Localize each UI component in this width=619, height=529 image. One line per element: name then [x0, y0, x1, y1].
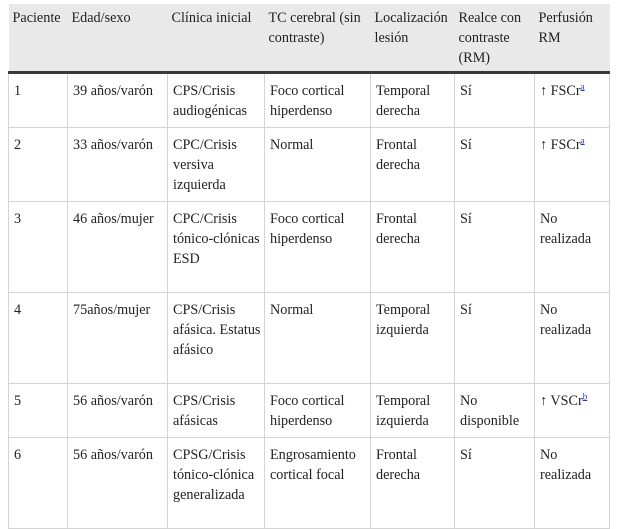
patient-table [8, 4, 610, 529]
header-tc-cerebral: TC cerebral (sin contraste) [265, 4, 371, 73]
cell-clinica: CPC/Crisis tónico-clónicas ESD [168, 202, 265, 293]
table-row [9, 202, 610, 293]
cell-localizacion: Frontal derecha [371, 438, 455, 529]
cell-perfusion [535, 384, 610, 438]
cell-tc: Engrosamiento cortical focal [265, 438, 371, 529]
cell-perfusion [535, 202, 610, 293]
cell-edad-sexo: 33 años/varón [68, 128, 168, 202]
cell-paciente: 6 [9, 438, 68, 529]
cell-realce: Sí [455, 128, 535, 202]
table-row [9, 128, 610, 202]
perfusion-value: ↑ FSCr [540, 137, 581, 153]
header-localizacion: Localización lesión [371, 4, 455, 73]
cell-perfusion [535, 73, 610, 128]
footnote-link[interactable]: a [580, 81, 585, 92]
header-paciente: Paciente [9, 4, 68, 73]
table-row [9, 73, 610, 128]
cell-clinica: CPSG/Crisis tónico-clónica generalizada [168, 438, 265, 529]
cell-edad-sexo: 39 años/varón [68, 73, 168, 128]
cell-paciente: 5 [9, 384, 68, 438]
cell-tc: Foco cortical hiperdenso [265, 73, 371, 128]
cell-tc: Foco cortical hiperdenso [265, 202, 371, 293]
cell-paciente: 3 [9, 202, 68, 293]
cell-paciente: 2 [9, 128, 68, 202]
cell-localizacion: Frontal derecha [371, 202, 455, 293]
cell-perfusion [535, 128, 610, 202]
cell-tc: Normal [265, 293, 371, 384]
cell-edad-sexo: 56 años/varón [68, 438, 168, 529]
cell-localizacion: Temporal izquierda [371, 293, 455, 384]
cell-clinica: CPC/Crisis versiva izquierda [168, 128, 265, 202]
cell-localizacion: Temporal derecha [371, 73, 455, 128]
perfusion-value: ↑ FSCr [540, 83, 581, 99]
header-row [9, 4, 610, 73]
perfusion-value: No realizada [540, 447, 592, 483]
perfusion-value: No realizada [540, 302, 592, 338]
table-row [9, 384, 610, 438]
table-row [9, 438, 610, 529]
cell-paciente: 4 [9, 293, 68, 384]
cell-edad-sexo: 56 años/varón [68, 384, 168, 438]
table-row [9, 293, 610, 384]
cell-localizacion: Temporal izquierda [371, 384, 455, 438]
cell-clinica: CPS/Crisis afásicas [168, 384, 265, 438]
cell-paciente: 1 [9, 73, 68, 128]
header-edad-sexo: Edad/sexo [68, 4, 168, 73]
cell-edad-sexo: 46 años/mujer [68, 202, 168, 293]
cell-realce: Sí [455, 202, 535, 293]
cell-perfusion [535, 293, 610, 384]
cell-clinica: CPS/Crisis audiogénicas [168, 73, 265, 128]
cell-realce: Sí [455, 293, 535, 384]
footnote-link[interactable]: b [582, 391, 588, 402]
header-perfusion: Perfusión RM [535, 4, 610, 73]
cell-localizacion: Frontal derecha [371, 128, 455, 202]
cell-realce: No disponible [455, 384, 535, 438]
cell-tc: Normal [265, 128, 371, 202]
cell-tc: Foco cortical hiperdenso [265, 384, 371, 438]
perfusion-value: No realizada [540, 211, 592, 247]
footnote-link[interactable]: a [580, 135, 585, 146]
header-realce: Realce con contraste (RM) [455, 4, 535, 73]
cell-realce: Sí [455, 438, 535, 529]
cell-perfusion [535, 438, 610, 529]
cell-clinica: CPS/Crisis afásica. Estatus afásico [168, 293, 265, 384]
cell-edad-sexo: 75años/mujer [68, 293, 168, 384]
header-clinica-inicial: Clínica inicial [168, 4, 265, 73]
cell-realce: Sí [455, 73, 535, 128]
perfusion-value: ↑ VSCr [540, 393, 583, 409]
